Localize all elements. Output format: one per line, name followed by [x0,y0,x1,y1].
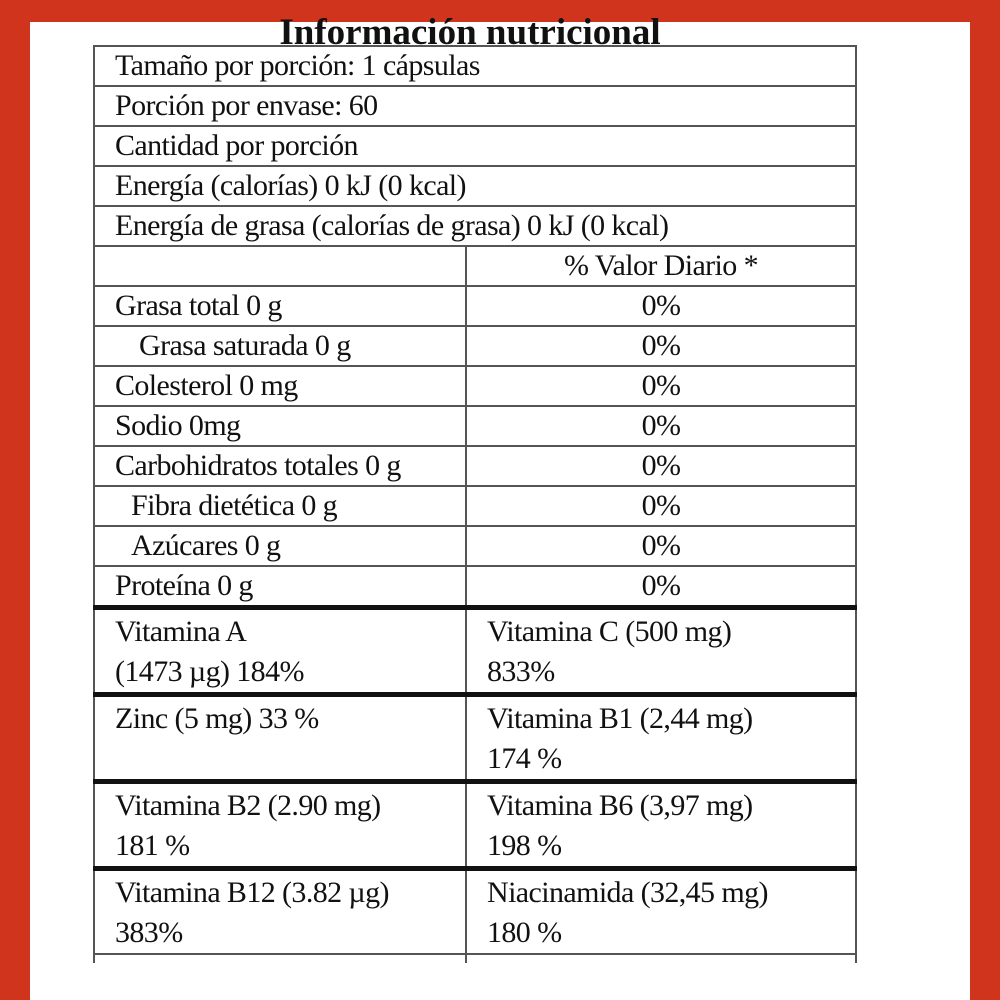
nutrient-dv: 0% [466,486,856,526]
vitamin-value: 833% [487,655,555,688]
vitamin-value: 180 % [487,916,562,949]
nutrient-dv: 0% [466,326,856,366]
nutrient-dv: 0% [466,366,856,406]
vitamin-row [94,608,856,695]
vitamin-cell [94,869,466,955]
nutrient-name: Sodio 0mg [94,406,466,446]
table-row [94,366,856,406]
vitamin-name: Vitamina C (500 mg) [487,615,732,648]
vitamin-name: Zinc (5 mg) 33 % [115,702,319,735]
table-row [94,86,856,126]
table-row [94,566,856,608]
vitamin-name: Niacinamida (32,45 mg) [487,876,768,909]
vitamin-cell [94,695,466,782]
vitamin-row [94,695,856,782]
blank-cell [466,954,856,963]
vitamin-cell [466,869,856,955]
vitamin-value: 174 % [487,742,562,775]
vitamin-cell [466,695,856,782]
vitamin-value: 181 % [115,829,190,862]
vitamin-value: (1473 µg) 184% [115,655,304,688]
nutrient-dv: 0% [466,406,856,446]
table-row [94,446,856,486]
blank-cell [94,246,466,286]
vitamin-name: Vitamina B12 (3.82 µg) [115,876,389,909]
vitamin-name: Vitamina B2 (2.90 mg) [115,789,381,822]
nutrient-dv: 0% [466,526,856,566]
serving-size: Tamaño por porción: 1 cápsulas [94,46,856,86]
vitamin-row [94,869,856,955]
blank-cell [94,954,466,963]
table-row [94,486,856,526]
table-row [94,526,856,566]
vitamin-name: Vitamina B1 (2,44 mg) [487,702,753,735]
vitamin-cell [94,782,466,869]
vitamin-name: Vitamina B6 (3,97 mg) [487,789,753,822]
nutrient-name: Carbohidratos totales 0 g [94,446,466,486]
table-row [94,126,856,166]
vitamin-cell [466,608,856,695]
nutrient-name: Grasa saturada 0 g [94,326,466,366]
nutrition-table [93,45,857,963]
servings-per-container: Porción por envase: 60 [94,86,856,126]
table-row [94,286,856,326]
dv-header: % Valor Diario * [466,246,856,286]
vitamin-row [94,782,856,869]
energy-calories: Energía (calorías) 0 kJ (0 kcal) [94,166,856,206]
table-row [94,166,856,206]
table-row [94,246,856,286]
vitamin-value: 383% [115,916,183,949]
nutrient-name: Azúcares 0 g [94,526,466,566]
energy-fat: Energía de grasa (calorías de grasa) 0 kJ (0 kcal) [94,206,856,246]
table-row [94,954,856,963]
vitamin-value: 198 % [487,829,562,862]
table-row [94,326,856,366]
nutrient-name: Fibra dietética 0 g [94,486,466,526]
nutrient-dv: 0% [466,286,856,326]
vitamin-name: Vitamina A [115,615,247,648]
table-row [94,406,856,446]
nutrient-dv: 0% [466,446,856,486]
table-row [94,206,856,246]
nutrient-name: Colesterol 0 mg [94,366,466,406]
page-title: Información nutricional [279,12,661,53]
vitamin-cell [94,608,466,695]
vitamin-cell [466,782,856,869]
table-row [94,46,856,86]
nutrient-name: Proteína 0 g [94,566,466,608]
nutrient-name: Grasa total 0 g [94,286,466,326]
nutrient-dv: 0% [466,566,856,608]
amount-per-serving: Cantidad por porción [94,126,856,166]
